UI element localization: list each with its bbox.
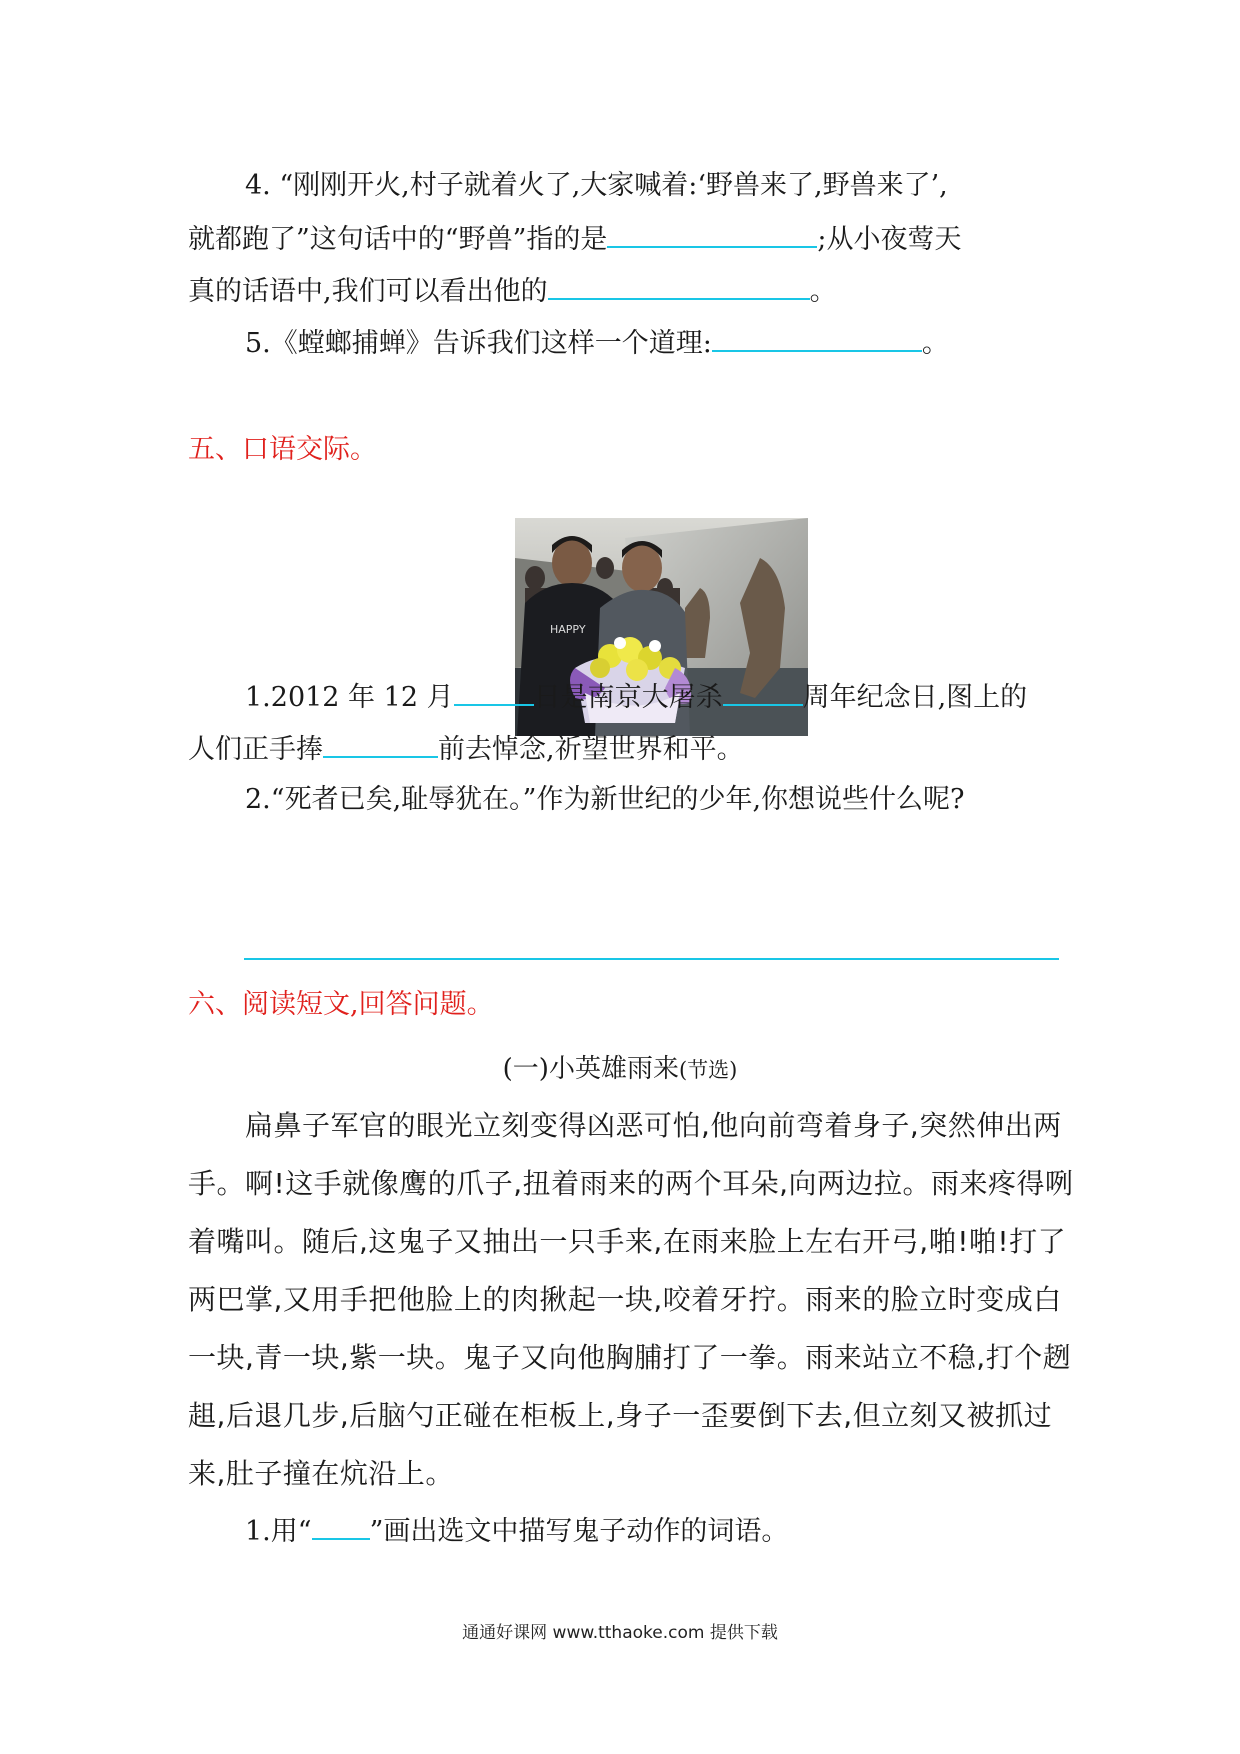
q4-line1: 4. “刚刚开火,村子就着火了,大家喊着:‘野兽来了,野兽来了’, (245, 170, 948, 201)
q4-line2-text: 就都跑了”这句话中的“野兽”指的是 (188, 224, 608, 255)
passage-line: 手。啊!这手就像鹰的爪子,扭着雨来的两个耳朵,向两边拉。雨来疼得咧 (188, 1167, 1074, 1200)
q4-line3-tail: 。 (809, 276, 837, 307)
answer-blank[interactable] (323, 728, 438, 758)
passage-title-text: (一)小英雄雨来 (502, 1054, 679, 1084)
s5-q1-line1 (245, 676, 1125, 718)
underline-sample (312, 1514, 370, 1540)
s5-q2: 2.“死者已矣,耻辱犹在。”作为新世纪的少年,你想说些什么呢? (245, 784, 965, 815)
passage-title (0, 1049, 1240, 1090)
section6-heading: 六、阅读短文,回答问题。 (188, 989, 494, 1020)
s6-q1 (245, 1512, 1125, 1552)
s5-q1-line2 (188, 728, 1068, 770)
s5-q1-c: 周年纪念日,图上的 (802, 682, 1028, 713)
answer-blank[interactable] (607, 218, 817, 248)
q4-line2 (188, 218, 1068, 260)
section5-heading: 五、口语交际。 (188, 434, 377, 465)
passage-line: 两巴掌,又用手把他脸上的肉揪起一块,咬着牙拧。雨来的脸立时变成白 (188, 1283, 1062, 1316)
answer-blank[interactable] (548, 270, 810, 300)
q4-line3 (188, 270, 1068, 312)
q4-line3-text: 真的话语中,我们可以看出他的 (188, 276, 548, 307)
s5-q1-a: 1.2012 年 12 月 (245, 682, 454, 713)
s5-q1-b: 日是南京大屠杀 (533, 682, 723, 713)
footer: 通通好课网 www.tthaoke.com 提供下载 (462, 1623, 778, 1643)
q4-line2-tail: ;从小夜莺天 (817, 224, 962, 255)
q5-line (245, 322, 1125, 364)
answer-blank[interactable] (723, 676, 803, 706)
passage-title-note: (节选) (678, 1058, 738, 1082)
passage-line: 来,肚子撞在炕沿上。 (188, 1457, 454, 1490)
s5-q1-d: 人们正手捧 (188, 734, 323, 765)
s5-q1-e: 前去悼念,祈望世界和平。 (438, 734, 744, 765)
answer-line[interactable] (244, 958, 1059, 960)
passage-line: 着嘴叫。随后,这鬼子又抽出一只手来,在雨来脸上左右开弓,啪!啪!打了 (188, 1225, 1067, 1258)
q5-end: 。 (921, 328, 949, 359)
q5-text: 5.《螳螂捕蝉》告诉我们这样一个道理: (245, 328, 712, 359)
passage-line: 趄,后退几步,后脑勺正碰在柜板上,身子一歪要倒下去,但立刻又被抓过 (188, 1399, 1053, 1432)
shirt-text: HAPPY (550, 623, 586, 636)
answer-blank[interactable] (712, 322, 922, 352)
passage-line: 一块,青一块,紫一块。鬼子又向他胸脯打了一拳。雨来站立不稳,打个趔 (188, 1341, 1072, 1374)
answer-blank[interactable] (454, 676, 534, 706)
passage-line: 扁鼻子军官的眼光立刻变得凶恶可怕,他向前弯着身子,突然伸出两 (245, 1109, 1062, 1142)
s6-q1-a: 1.用“ (245, 1516, 312, 1547)
s6-q1-b: ”画出选文中描写鬼子动作的词语。 (369, 1516, 789, 1547)
